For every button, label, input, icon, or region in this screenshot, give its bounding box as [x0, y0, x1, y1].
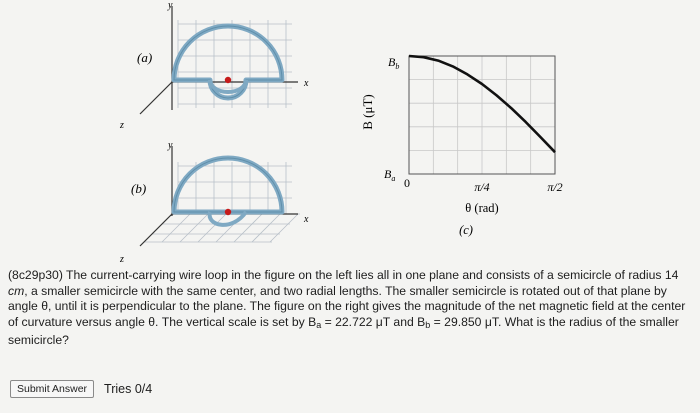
panel-b	[119, 140, 309, 265]
panel-a-loop-outer	[174, 26, 282, 98]
panel-b-center-dot	[225, 209, 231, 215]
submit-answer-button[interactable]: Submit Answer	[10, 380, 94, 398]
chart-tick-0: 0	[404, 176, 410, 190]
chart-xlabel: θ (rad)	[465, 201, 499, 215]
problem-unit-cm: cm	[8, 283, 25, 298]
panel-b-y-label: y	[168, 140, 173, 151]
chart-tick-pi4: π/4	[474, 180, 490, 194]
chart-ba-label: $B_a$	[384, 167, 396, 183]
problem-code: (8c29p30)	[8, 268, 63, 282]
panel-a-z-label: z	[120, 120, 124, 131]
panel-b-z-label: z	[120, 254, 124, 265]
chart-bb-label: $B_b$	[388, 55, 400, 71]
answer-controls	[10, 380, 152, 398]
problem-sub-a: a	[316, 319, 322, 330]
chart-tick-pi2: π/2	[547, 180, 563, 194]
panel-a-label: (a)	[137, 50, 153, 65]
panel-a	[119, 0, 309, 131]
panel-a-z-axis	[140, 82, 172, 114]
chart-grid	[409, 56, 555, 174]
problem-statement	[8, 268, 694, 349]
panel-c-chart	[360, 55, 563, 237]
panel-b-z-axis	[140, 214, 172, 246]
panel-b-label: (b)	[131, 181, 147, 196]
problem-sub-b: b	[425, 319, 431, 330]
problem-text-4: = 29.850 μT. What is the radius of the smaller semicircle?	[8, 314, 679, 348]
chart-ylabel: B (μT)	[360, 94, 375, 130]
panel-a-y-label: y	[168, 0, 173, 11]
panel-a-center-dot	[225, 77, 231, 83]
panel-a-x-label: x	[304, 78, 309, 89]
problem-text-3: = 22.722 μT and B	[321, 314, 426, 329]
problem-text-1: The current-carrying wire loop in the figure on the left lies all in one plane and consists of a semicircle of radius 14	[62, 268, 679, 282]
tries-counter: Tries 0/4	[104, 382, 153, 396]
panel-b-x-label: x	[304, 214, 309, 225]
problem-text-2: , a smaller semicircle with the same center, and two radial lengths. The smaller semicircle is rotated out of that plane by angle θ, until it is perpendicular to the plane. The figure on the right gives the magnitude of the net magnetic field at the center of curvature versus angle θ. The vertical scale is set by B	[8, 283, 686, 329]
panel-a-loop-inner	[174, 26, 282, 98]
panel-c-label: (c)	[459, 223, 473, 237]
